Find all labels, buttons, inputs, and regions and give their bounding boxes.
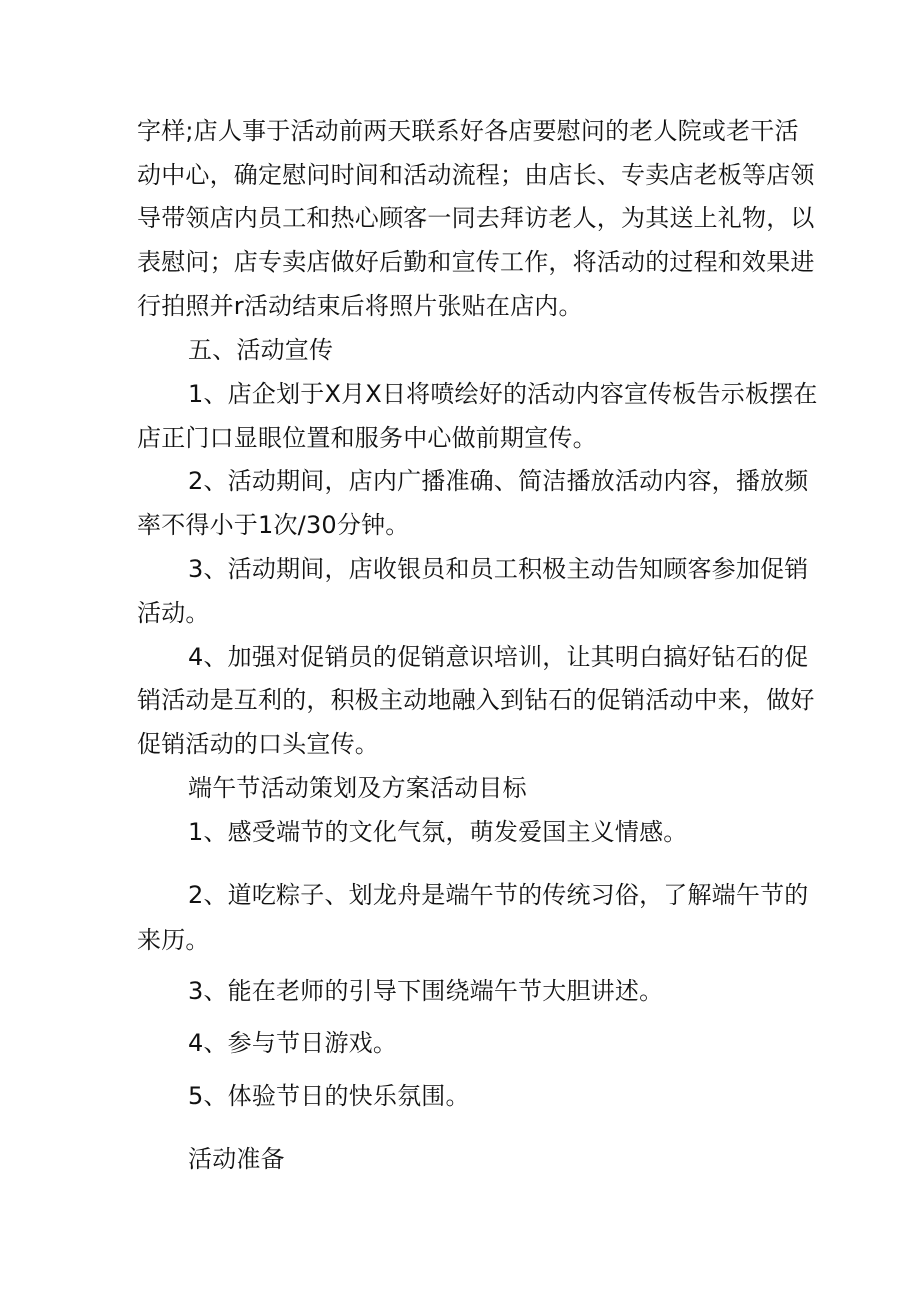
list-item: 4、加强对促销员的促销意识培训，让其明白搞好钻石的促	[188, 643, 809, 671]
list-item-continuation: 销活动是互利的，积极主动地融入到钻石的促销活动中来，做好	[137, 686, 815, 714]
paragraph-line: 字样;店人事于活动前两天联系好各店要慰问的老人院或老干活	[137, 117, 799, 145]
list-item: 3、活动期间，店收银员和员工积极主动告知顾客参加促销	[188, 555, 809, 583]
paragraph-line: 行拍照并r活动结束后将照片张贴在店内。	[137, 292, 583, 320]
section-heading: 五、活动宣传	[188, 336, 334, 364]
list-item: 1、感受端节的文化气氛，萌发爱国主义情感。	[188, 818, 688, 846]
section-heading: 端午节活动策划及方案活动目标	[188, 774, 527, 802]
list-item: 4、参与节日游戏。	[188, 1029, 398, 1057]
list-item: 5、体验节日的快乐氛围。	[188, 1082, 470, 1110]
list-item: 2、道吃粽子、划龙舟是端午节的传统习俗，了解端午节的	[188, 881, 809, 909]
list-item-continuation: 促销活动的口头宣传。	[137, 730, 379, 758]
list-item-continuation: 店正门口显眼位置和服务中心做前期宣传。	[137, 424, 597, 452]
list-item: 2、活动期间，店内广播准确、简洁播放活动内容，播放频	[188, 467, 809, 495]
list-item-continuation: 率不得小于1次/30分钟。	[137, 511, 410, 539]
list-item-continuation: 来历。	[137, 926, 210, 954]
list-item: 3、能在老师的引导下围绕端午节大胆讲述。	[188, 977, 664, 1005]
paragraph-line: 导带领店内员工和热心顾客一同去拜访老人，为其送上礼物，以	[137, 204, 815, 232]
paragraph-line: 动中心，确定慰问时间和活动流程；由店长、专卖店老板等店领	[137, 161, 815, 189]
paragraph-line: 表慰问；店专卖店做好后勤和宣传工作，将活动的过程和效果进	[137, 248, 815, 276]
list-item-continuation: 活动。	[137, 599, 210, 627]
list-item: 1、店企划于X月X日将喷绘好的活动内容宣传板告示板摆在	[188, 380, 818, 408]
section-heading: 活动准备	[188, 1145, 285, 1173]
